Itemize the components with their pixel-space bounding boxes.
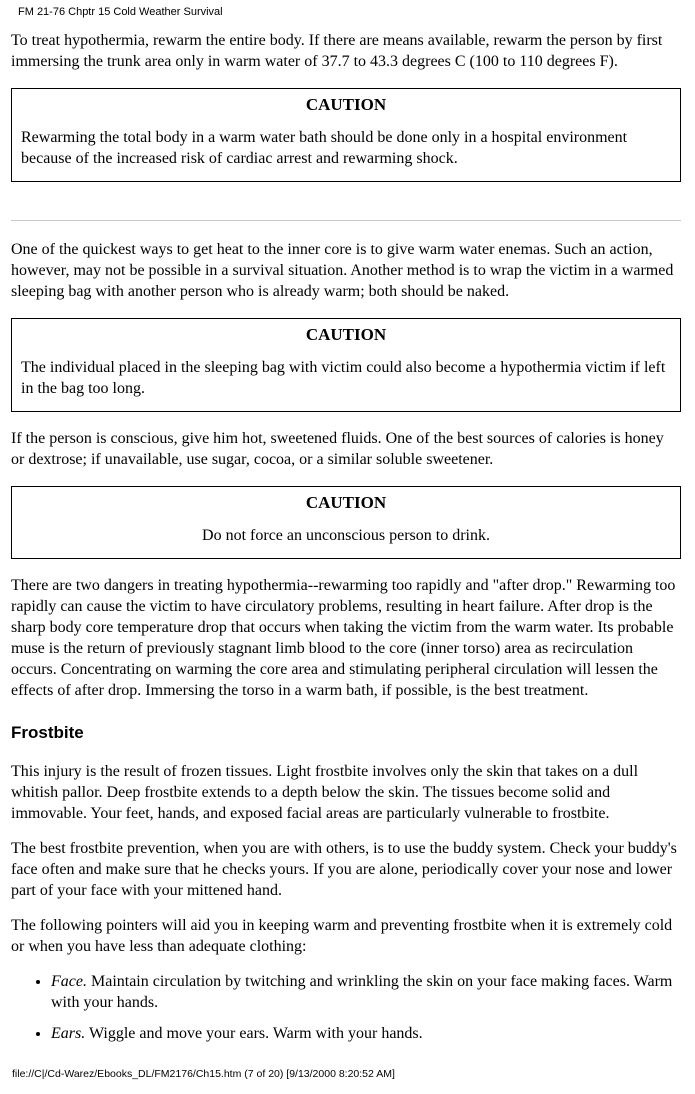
caution-body: Do not force an unconscious person to drink. [202, 527, 490, 544]
frostbite-heading: Frostbite [11, 723, 84, 742]
list-item-face [51, 971, 681, 1013]
page-header-title: FM 21-76 Chptr 15 Cold Weather Survival [18, 6, 223, 18]
list-item-term: Ears. [51, 1025, 86, 1042]
caution-body: The individual placed in the sleeping bag with victim could also become a hypothermia victim if left in the bag too long. [21, 359, 666, 397]
paragraph-buddy-system: The best frostbite prevention, when you are with others, is to use the buddy system. Check your buddy's face often and make sure that he checks yours. If you are alone, periodically cover your nose and lower part of your face with your mittened hand. [11, 840, 677, 899]
paragraph-pointers-intro: The following pointers will aid you in keeping warm and preventing frostbite when it is extremely cold or when you have less than adequate clothing: [11, 917, 673, 955]
list-item-ears [51, 1023, 681, 1044]
paragraph-frostbite-injury: This injury is the result of frozen tissues. Light frostbite involves only the skin that takes on a dull whitish pallor. Deep frostbite extends to a depth below the skin. The tissues become solid and immovable. Your feet, hands, and exposed facial areas are particularly vulnerable to frostbite. [11, 763, 639, 822]
list-item-text: Wiggle and move your ears. Warm with your hands. [85, 1025, 423, 1042]
caution-title: CAUTION [305, 493, 387, 512]
caution-body: Rewarming the total body in a warm water bath should be done only in a hospital environment because of the increased risk of cardiac arrest and rewarming shock. [21, 129, 628, 167]
caution-title: CAUTION [305, 325, 387, 344]
list-item-term: Face. [51, 973, 87, 990]
paragraph-conscious-fluids: If the person is conscious, give him hot, sweetened fluids. One of the best sources of calories is honey or dextrose; if unavailable, use sugar, cocoa, or a similar soluble sweetener. [11, 430, 664, 468]
horizontal-rule [11, 220, 681, 221]
caution-title: CAUTION [305, 95, 387, 114]
caution-box-1 [11, 88, 681, 182]
paragraph-inner-core-heat: One of the quickest ways to get heat to the inner core is to give warm water enemas. Such an action, however, may not be possible in a survival situation. Another method is to wrap the victim in a warmed sleeping bag with another person who is already warm; both should be naked. [11, 241, 674, 300]
paragraph-hypothermia-rewarm: To treat hypothermia, rewarm the entire body. If there are means available, rewarm the person by first immersing the trunk area only in warm water of 37.7 to 43.3 degrees C (100 to 110 degrees F). [11, 32, 663, 70]
page-footer-filepath: file://C|/Cd-Warez/Ebooks_DL/FM2176/Ch15.htm (7 of 20) [9/13/2000 8:20:52 AM] [12, 1068, 395, 1080]
paragraph-two-dangers: There are two dangers in treating hypothermia--rewarming too rapidly and "after drop." Rewarming too rapidly can cause the victim to have circulatory problems, resulting in heart failure. After drop is the sharp body core temperature drop that occurs when taking the victim from the warm water. Its probable muse is the return of previously stagnant limb blood to the core (inner torso) area as recirculation occurs. Concentrating on warming the core area and stimulating peripheral circulation will lessen the effects of after drop. Immersing the torso in a warm bath, if possible, is the best treatment. [11, 577, 676, 699]
pointer-list [37, 971, 681, 1054]
list-item-text: Maintain circulation by twitching and wrinkling the skin on your face making faces. Warm with your hands. [51, 973, 673, 1011]
caution-box-3 [11, 486, 681, 559]
caution-box-2 [11, 318, 681, 412]
